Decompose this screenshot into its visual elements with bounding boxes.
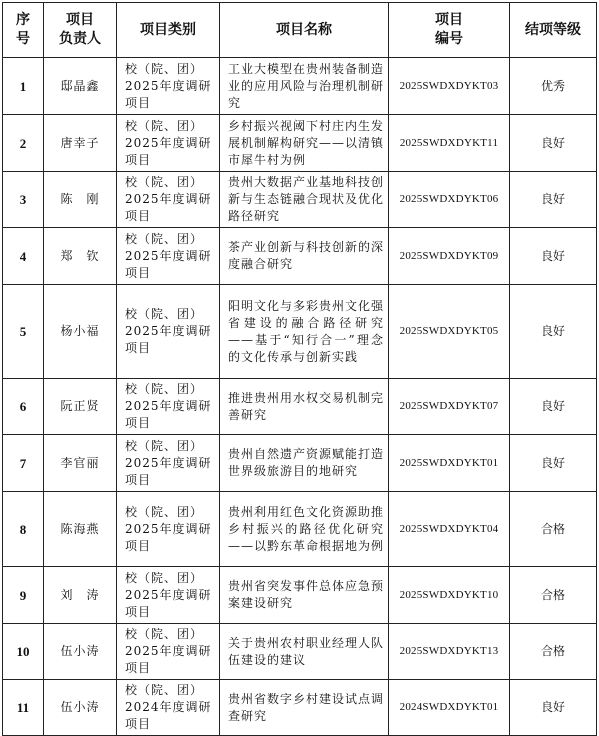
cell-grade: 良好: [510, 379, 597, 435]
cell-code: 2025SWDXDYKT11: [389, 115, 510, 172]
cell-name: 推进贵州用水权交易机制完善研究: [220, 379, 389, 435]
cell-category: 校（院、团）2025年度调研项目: [117, 228, 220, 285]
cell-leader: 陈海燕: [44, 492, 117, 567]
table-row: [3, 285, 597, 379]
cell-code: 2025SWDXDYKT13: [389, 624, 510, 680]
cell-code: 2025SWDXDYKT10: [389, 567, 510, 624]
cell-name: 阳明文化与多彩贵州文化强省建设的融合路径研究 ——基于“知行合一”理念的文化传承与创新实践: [220, 285, 389, 379]
header-leader: 项目 负责人: [44, 3, 117, 58]
cell-grade: 良好: [510, 435, 597, 492]
cell-seq: 7: [3, 435, 44, 492]
cell-grade: 良好: [510, 172, 597, 228]
cell-leader: 刘 涛: [44, 567, 117, 624]
cell-seq: 10: [3, 624, 44, 680]
cell-seq: 2: [3, 115, 44, 172]
table-row: [3, 228, 597, 285]
cell-leader: 陈 刚: [44, 172, 117, 228]
table-row: [3, 624, 597, 680]
cell-grade: 良好: [510, 228, 597, 285]
cell-code: 2025SWDXDYKT06: [389, 172, 510, 228]
cell-name: 贵州自然遗产资源赋能打造世界级旅游目的地研究: [220, 435, 389, 492]
cell-name: 乡村振兴视阈下村庄内生发展机制解构研究——以清镇市犀牛村为例: [220, 115, 389, 172]
cell-category: 校（院、团）2025年度调研项目: [117, 172, 220, 228]
cell-code: 2025SWDXDYKT03: [389, 58, 510, 115]
cell-grade: 良好: [510, 680, 597, 736]
cell-category: 校（院、团）2025年度调研项目: [117, 435, 220, 492]
cell-grade: 优秀: [510, 58, 597, 115]
cell-grade: 良好: [510, 115, 597, 172]
cell-name: 贵州大数据产业基地科技创新与生态链融合现状及优化路径研究: [220, 172, 389, 228]
results-table-container: [2, 2, 597, 736]
cell-leader: 唐幸子: [44, 115, 117, 172]
cell-grade: 合格: [510, 492, 597, 567]
cell-name: 茶产业创新与科技创新的深度融合研究: [220, 228, 389, 285]
cell-seq: 8: [3, 492, 44, 567]
cell-name: 贵州利用红色文化资源助推乡村振兴的路径优化研究——以黔东革命根据地为例: [220, 492, 389, 567]
cell-code: 2025SWDXDYKT07: [389, 379, 510, 435]
header-code: 项目 编号: [389, 3, 510, 58]
cell-seq: 5: [3, 285, 44, 379]
cell-category: 校（院、团）2025年度调研项目: [117, 379, 220, 435]
table-row: [3, 567, 597, 624]
header-name: 项目名称: [220, 3, 389, 58]
cell-name: 工业大模型在贵州装备制造业的应用风险与治理机制研究: [220, 58, 389, 115]
cell-leader: 伍小涛: [44, 624, 117, 680]
header-category: 项目类别: [117, 3, 220, 58]
cell-grade: 合格: [510, 567, 597, 624]
cell-grade: 合格: [510, 624, 597, 680]
cell-seq: 4: [3, 228, 44, 285]
cell-seq: 11: [3, 680, 44, 736]
cell-code: 2025SWDXDYKT09: [389, 228, 510, 285]
cell-category: 校（院、团）2025年度调研项目: [117, 624, 220, 680]
cell-leader: 阮正贤: [44, 379, 117, 435]
cell-name: 关于贵州农村职业经理人队伍建设的建议: [220, 624, 389, 680]
cell-code: 2025SWDXDYKT04: [389, 492, 510, 567]
table-row: [3, 492, 597, 567]
cell-name: 贵州省突发事件总体应急预案建设研究: [220, 567, 389, 624]
cell-category: 校（院、团）2025年度调研项目: [117, 285, 220, 379]
cell-seq: 9: [3, 567, 44, 624]
table-row: [3, 680, 597, 736]
cell-leader: 伍小涛: [44, 680, 117, 736]
cell-category: 校（院、团）2025年度调研项目: [117, 567, 220, 624]
project-results-table: [2, 2, 597, 736]
cell-leader: 郑 钦: [44, 228, 117, 285]
cell-category: 校（院、团）2025年度调研项目: [117, 115, 220, 172]
cell-leader: 邸晶鑫: [44, 58, 117, 115]
table-row: [3, 172, 597, 228]
header-grade: 结项等级: [510, 3, 597, 58]
header-seq: 序 号: [3, 3, 44, 58]
table-row: [3, 379, 597, 435]
cell-name: 贵州省数字乡村建设试点调查研究: [220, 680, 389, 736]
cell-grade: 良好: [510, 285, 597, 379]
cell-seq: 1: [3, 58, 44, 115]
cell-code: 2025SWDXDYKT05: [389, 285, 510, 379]
table-row: [3, 58, 597, 115]
cell-seq: 3: [3, 172, 44, 228]
cell-code: 2024SWDXDYKT01: [389, 680, 510, 736]
table-row: [3, 115, 597, 172]
cell-leader: 李官丽: [44, 435, 117, 492]
cell-category: 校（院、团）2025年度调研项目: [117, 58, 220, 115]
cell-code: 2025SWDXDYKT01: [389, 435, 510, 492]
cell-leader: 杨小福: [44, 285, 117, 379]
header-row: [3, 3, 597, 58]
table-row: [3, 435, 597, 492]
cell-category: 校（院、团）2025年度调研项目: [117, 492, 220, 567]
cell-seq: 6: [3, 379, 44, 435]
cell-category: 校（院、团）2024年度调研项目: [117, 680, 220, 736]
